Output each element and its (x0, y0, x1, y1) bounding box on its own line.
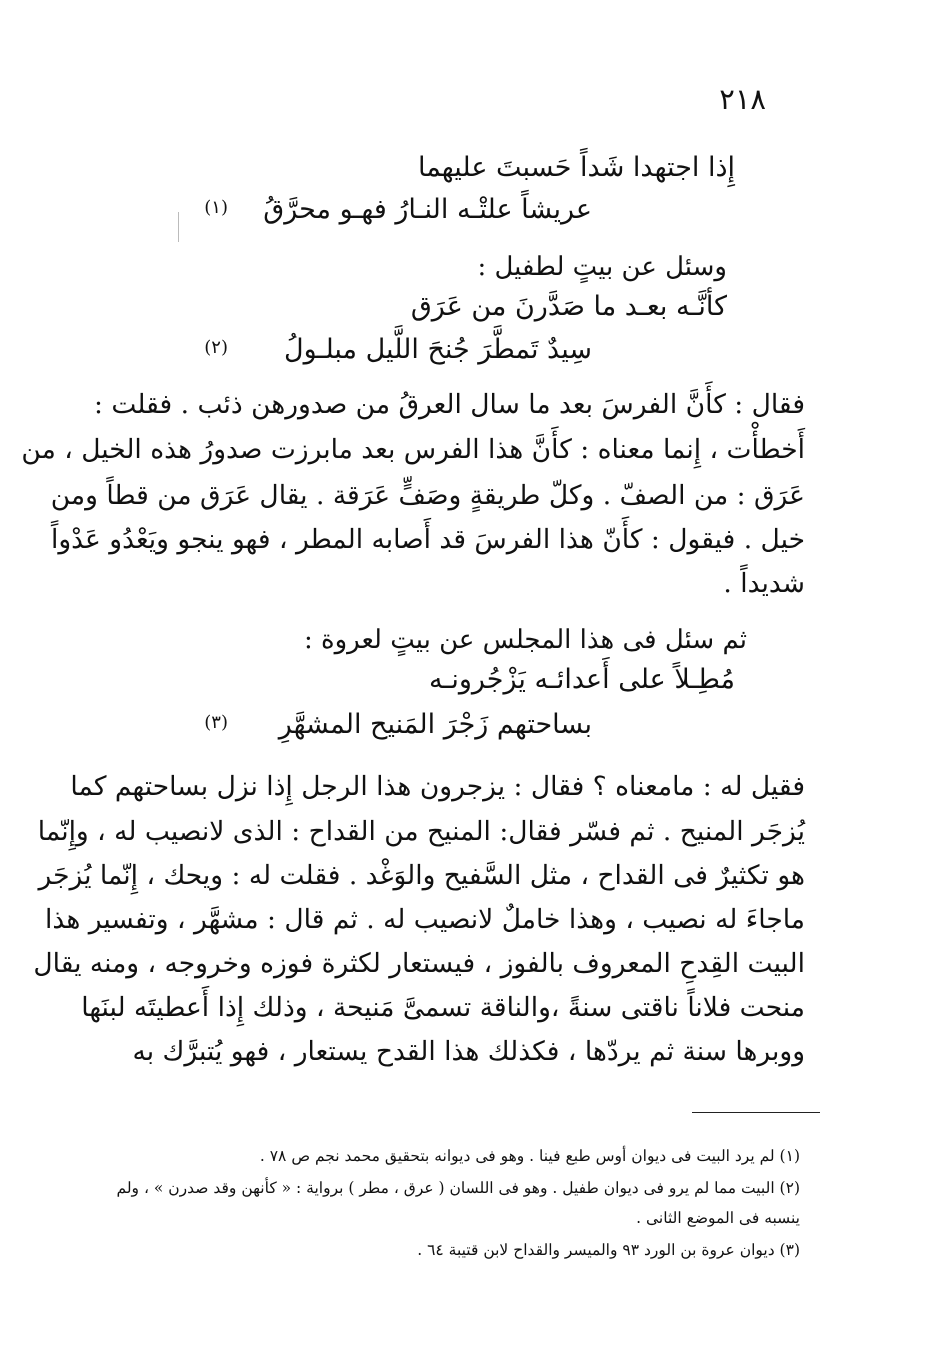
para2-line7: ووبرها سنة ثم يردّها ، فكذلك هذا القدح يستعار ، فهو يُتبرَّك به (132, 1036, 805, 1067)
footnote-ref-2: (٢) (204, 337, 228, 358)
para1-line1: فقال : كأَنَّ الفرسَ بعد ما سال العرقُ من صدورهن ذئب . فقلت : (93, 389, 805, 420)
para1-line5: شديداً . (723, 568, 805, 599)
footnote-2-continuation: ينسبه فى الموضع الثانى . (636, 1209, 800, 1227)
poem2-line1: كأنَّـه بعـد ما صَدَّرنَ من عَرَق (410, 291, 727, 322)
poem2-line2: سِيدٌ تَمطَّرَ جُنحَ اللَّيل مبلـولُ (284, 334, 592, 365)
para1-line2: أَخطأْت ، إِنما معناه : كأَنَّ هذا الفرس بعد مابرزت صدورُ هذه الخيل ، من (21, 434, 805, 465)
intro-tufayl: وسئل عن بيتٍ لطفيل : (477, 252, 727, 282)
footnote-2: (٢) البيت مما لم يرو فى ديوان طفيل . وهو فى اللسان ( عرق ، مطر ) برواية : « كأنهن وقد صدرن » ، ولم (116, 1179, 800, 1197)
para2-line5: البيت القِدحِ المعروف بالفوز ، فيستعار لكثرة فوزه وخروجه ، ومنه يقال (33, 948, 805, 979)
poem3-line1: مُطِـلاً على أَعدائـه يَزْجُرونـه (428, 664, 735, 695)
para1-line4: خيل . فيقول : كأَنّ هذا الفرسَ قد أَصابه المطر ، فهو ينجو ويَعْدُو عَدْواً (50, 524, 805, 555)
para2-line3: هو تكثيرٌ فى القداح ، مثل السَّفيح والوَغْد . فقلت له : ويحك ، إِنّما يُزجَر (38, 860, 805, 891)
footnote-ref-3: (٣) (204, 712, 228, 733)
para2-line2: يُزجَر المنيح . ثم فسّر فقال: المنيح من القداح : الذى لانصيب له ، وإِنّما (37, 816, 805, 847)
footnote-separator (692, 1112, 820, 1113)
para1-line3: عَرَق : من الصفّ . وكلّ طريقةٍ وصَفٍّ عَرَقة . يقال عَرَق من قطاً ومن (50, 480, 805, 511)
footnote-ref-1: (١) (204, 197, 228, 218)
para2-line1: فقيل له : مامعناه ؟ فقال : يزجرون هذا الرجل إِذا نزل بساحتهم كما (70, 771, 805, 802)
intro-urwa: ثم سئل فى هذا المجلس عن بيتٍ لعروة : (303, 625, 747, 655)
footnote-1: (١) لم يرد البيت فى ديوان أوس طبع فينا . وهو فى ديوانه بتحقيق محمد نجم ص ٧٨ . (259, 1147, 800, 1165)
poem1-line1: إِذا اجتهدا شَداً حَسبتَ عليهما (417, 152, 735, 183)
para2-line6: منحت فلاناً ناقتى سنةً ،والناقة تسمىَّ مَنيحة ، وذلك إِذا أَعطيتَه لبنَها (81, 992, 805, 1023)
poem1-line2: عريشاً علتْـه النـارُ فهـو محرَّقُ (263, 194, 592, 225)
scan-mark (178, 212, 179, 242)
poem3-line2: بساحتهم زَجْرَ المَنيح المشهَّرِ (278, 709, 592, 740)
footnote-3: (٣) ديوان عروة بن الورد ٩٣ والميسر والقداح لابن قتيبة ٦٤ . (417, 1241, 800, 1259)
page-number: ٢١٨ (719, 82, 766, 116)
para2-line4: ماجاءَ له نصيب ، وهذا خاملٌ لانصيب له . ثم قال : مشهَّر ، وتفسير هذا (45, 904, 805, 935)
